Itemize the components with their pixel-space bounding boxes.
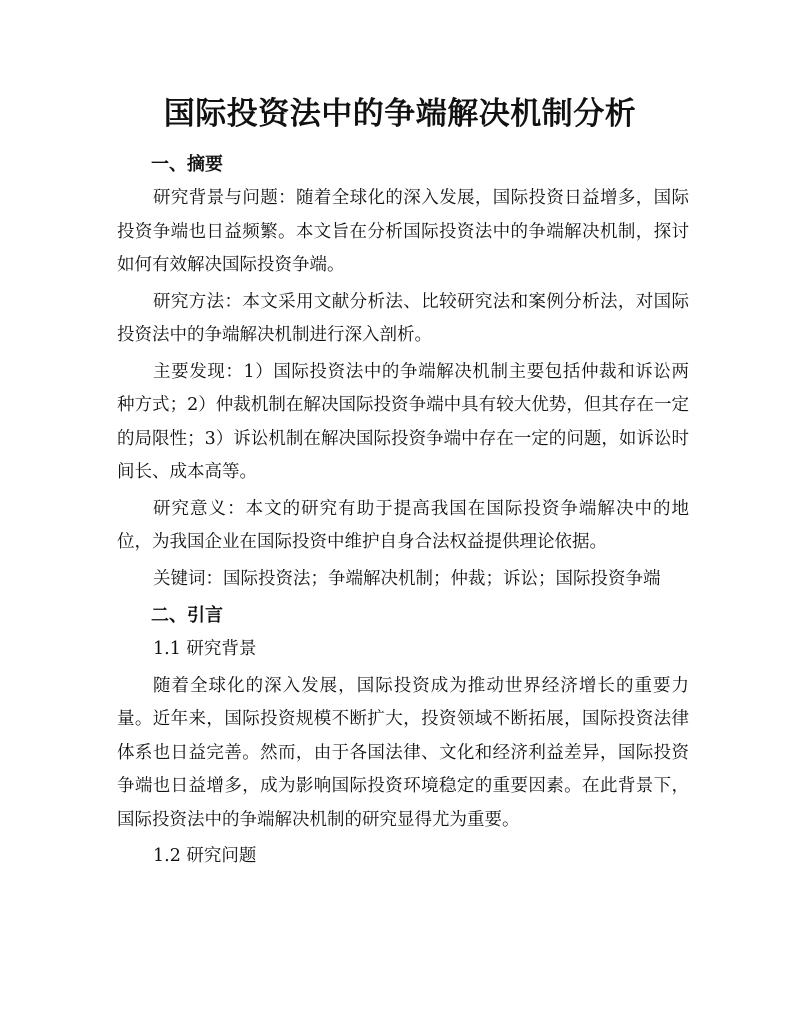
abstract-significance-paragraph: 研究意义：本文的研究有助于提高我国在国际投资争端解决中的地位，为我国企业在国际投资中维护自身合法权益提供理论依据。 — [117, 498, 689, 552]
abstract-background-paragraph: 研究背景与问题：随着全球化的深入发展，国际投资日益增多，国际投资争端也日益频繁。本文旨在分析国际投资法中的争端解决机制，探讨如何有效解决国际投资争端。 — [117, 188, 689, 275]
keywords-paragraph: 关键词：国际投资法；争端解决机制；仲裁；诉讼；国际投资争端 — [153, 568, 661, 589]
document-title: 国际投资法中的争端解决机制分析 — [163, 96, 637, 132]
intro-background-paragraph: 随着全球化的深入发展，国际投资成为推动世界经济增长的重要力量。近年来，国际投资规模不断扩大，投资领域不断拓展，国际投资法律体系也日益完善。然而，由于各国法律、文化和经济利益差异，国际投资争端也日益增多，成为影响国际投资环境稳定的重要因素。在此背景下，国际投资法中的争端解决机制的研究显得尤为重要。 — [117, 675, 689, 830]
subheading-1-2: 1.2 研究问题 — [153, 846, 257, 866]
abstract-heading: 一、摘要 — [151, 154, 223, 175]
abstract-findings-paragraph: 主要发现：1）国际投资法中的争端解决机制主要包括仲裁和诉讼两种方式；2）仲裁机制在解决国际投资争端中具有较大优势，但其存在一定的局限性；3）诉讼机制在解决国际投资争端中存在一定的问题，如诉讼时间长、成本高等。 — [117, 361, 689, 482]
intro-heading: 二、引言 — [151, 605, 223, 626]
abstract-methods-paragraph: 研究方法：本文采用文献分析法、比较研究法和案例分析法，对国际投资法中的争端解决机制进行深入剖析。 — [117, 291, 689, 345]
subheading-1-1: 1.1 研究背景 — [153, 639, 257, 659]
document-body — [117, 148, 689, 877]
